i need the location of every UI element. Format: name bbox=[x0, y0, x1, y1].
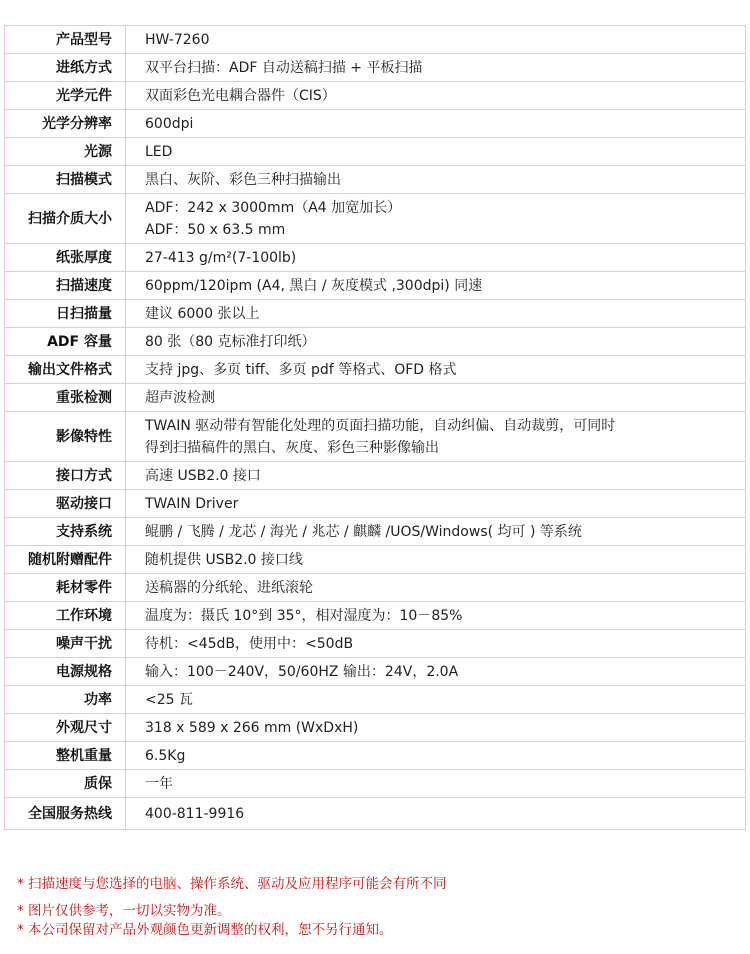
spec-value bbox=[126, 742, 746, 770]
spec-row bbox=[5, 244, 746, 272]
spec-row bbox=[5, 194, 746, 244]
spec-value bbox=[126, 770, 746, 798]
spec-value-line: 双平台扫描：ADF 自动送稿扫描 + 平板扫描 bbox=[145, 59, 423, 76]
spec-value-line: LED bbox=[145, 143, 173, 160]
spec-value bbox=[126, 194, 746, 244]
spec-value bbox=[126, 356, 746, 384]
spec-value-line: 60ppm/120ipm (A4, 黑白 / 灰度模式 ,300dpi) 同速 bbox=[145, 277, 483, 294]
spec-value-line: TWAIN Driver bbox=[145, 495, 239, 512]
spec-value-line: 一年 bbox=[145, 775, 173, 792]
spec-row bbox=[5, 462, 746, 490]
spec-row bbox=[5, 166, 746, 194]
spec-label: 纸张厚度 bbox=[5, 244, 126, 272]
spec-label: 随机附赠配件 bbox=[5, 546, 126, 574]
spec-value bbox=[126, 658, 746, 686]
footnote-image-reference: * 图片仅供参考，一切以实物为准。 bbox=[17, 903, 231, 919]
spec-row bbox=[5, 714, 746, 742]
spec-value-line: TWAIN 驱动带有智能化处理的页面扫描功能，自动纠偏、自动裁剪，可同时 bbox=[145, 417, 616, 434]
spec-row bbox=[5, 82, 746, 110]
spec-row bbox=[5, 658, 746, 686]
spec-row bbox=[5, 602, 746, 630]
spec-label: 噪声干扰 bbox=[5, 630, 126, 658]
spec-row bbox=[5, 54, 746, 82]
spec-value-line: <25 瓦 bbox=[145, 691, 193, 708]
spec-value-line: 温度为：摄氏 10°到 35°，相对湿度为：10－85% bbox=[145, 607, 463, 624]
spec-value-line: 待机：<45dB，使用中：<50dB bbox=[145, 635, 354, 652]
footnotes bbox=[17, 875, 447, 940]
spec-value bbox=[126, 602, 746, 630]
spec-value-line: HW-7260 bbox=[145, 31, 210, 48]
footnote-speed: * 扫描速度与您选择的电脑、操作系统、驱动及应用程序可能会有所不同 bbox=[17, 876, 447, 892]
spec-label: 输出文件格式 bbox=[5, 356, 126, 384]
spec-value bbox=[126, 166, 746, 194]
spec-label: 光学元件 bbox=[5, 82, 126, 110]
spec-label: 扫描介质大小 bbox=[5, 194, 126, 244]
spec-value-line: 600dpi bbox=[145, 115, 194, 132]
spec-value-line: 高速 USB2.0 接口 bbox=[145, 467, 261, 484]
spec-value bbox=[126, 518, 746, 546]
spec-row bbox=[5, 574, 746, 602]
spec-label: 接口方式 bbox=[5, 462, 126, 490]
spec-label: 影像特性 bbox=[5, 412, 126, 462]
spec-value bbox=[126, 490, 746, 518]
spec-value bbox=[126, 798, 746, 830]
spec-value-line: 双面彩色光电耦合器件（CIS） bbox=[145, 87, 336, 104]
spec-label: 产品型号 bbox=[5, 26, 126, 54]
spec-row bbox=[5, 328, 746, 356]
spec-value bbox=[126, 26, 746, 54]
spec-row bbox=[5, 518, 746, 546]
spec-value-line: 318 x 589 x 266 mm (WxDxH) bbox=[145, 719, 359, 736]
spec-label: 全国服务热线 bbox=[5, 798, 126, 830]
spec-value-line: 鲲鹏 / 飞腾 / 龙芯 / 海光 / 兆芯 / 麒麟 /UOS/Windows( 均可 ) 等系统 bbox=[145, 523, 582, 540]
spec-value bbox=[126, 574, 746, 602]
spec-value bbox=[126, 328, 746, 356]
spec-row bbox=[5, 546, 746, 574]
spec-value-line: 400-811-9916 bbox=[145, 805, 245, 822]
spec-value-line: 送稿器的分纸轮、进纸滚轮 bbox=[145, 579, 313, 596]
spec-row bbox=[5, 384, 746, 412]
spec-label: 驱动接口 bbox=[5, 490, 126, 518]
spec-value bbox=[126, 462, 746, 490]
spec-value bbox=[126, 630, 746, 658]
spec-row bbox=[5, 770, 746, 798]
spec-label: ADF 容量 bbox=[5, 328, 126, 356]
spec-label: 质保 bbox=[5, 770, 126, 798]
spec-row bbox=[5, 630, 746, 658]
spec-label: 扫描速度 bbox=[5, 272, 126, 300]
spec-value bbox=[126, 272, 746, 300]
spec-value bbox=[126, 82, 746, 110]
spec-value-line: 27-413 g/m²(7-100lb) bbox=[145, 249, 297, 266]
spec-table-body bbox=[5, 26, 746, 830]
spec-value-line: 6.5Kg bbox=[145, 747, 186, 764]
spec-value bbox=[126, 384, 746, 412]
spec-value bbox=[126, 54, 746, 82]
spec-row bbox=[5, 742, 746, 770]
spec-value bbox=[126, 546, 746, 574]
spec-row bbox=[5, 110, 746, 138]
spec-label: 日扫描量 bbox=[5, 300, 126, 328]
spec-label: 进纸方式 bbox=[5, 54, 126, 82]
spec-value-line: 支持 jpg、多页 tiff、多页 pdf 等格式、OFD 格式 bbox=[145, 361, 457, 378]
spec-value-line: 输入：100－240V，50/60HZ 输出：24V，2.0A bbox=[145, 663, 459, 680]
spec-label: 重张检测 bbox=[5, 384, 126, 412]
spec-value-line: 超声波检测 bbox=[145, 389, 215, 406]
spec-value bbox=[126, 686, 746, 714]
spec-value bbox=[126, 714, 746, 742]
spec-value-line: 随机提供 USB2.0 接口线 bbox=[145, 551, 303, 568]
spec-value bbox=[126, 138, 746, 166]
spec-row bbox=[5, 300, 746, 328]
spec-label: 光源 bbox=[5, 138, 126, 166]
spec-label: 电源规格 bbox=[5, 658, 126, 686]
spec-label: 光学分辨率 bbox=[5, 110, 126, 138]
spec-value-line: ADF：242 x 3000mm（A4 加宽加长） bbox=[145, 199, 402, 216]
footnote-rights-reserved: * 本公司保留对产品外观颜色更新调整的权利，恕不另行通知。 bbox=[17, 922, 393, 938]
spec-table bbox=[4, 25, 746, 830]
spec-value-line: 得到扫描稿件的黑白、灰度、彩色三种影像输出 bbox=[145, 439, 439, 456]
spec-row bbox=[5, 686, 746, 714]
spec-label: 功率 bbox=[5, 686, 126, 714]
spec-label: 扫描模式 bbox=[5, 166, 126, 194]
spec-label: 支持系统 bbox=[5, 518, 126, 546]
spec-value bbox=[126, 300, 746, 328]
spec-row bbox=[5, 138, 746, 166]
spec-label: 外观尺寸 bbox=[5, 714, 126, 742]
spec-row bbox=[5, 26, 746, 54]
spec-value-line: 黑白、灰阶、彩色三种扫描输出 bbox=[145, 171, 341, 188]
spec-value bbox=[126, 244, 746, 272]
spec-label: 工作环境 bbox=[5, 602, 126, 630]
spec-row bbox=[5, 412, 746, 462]
spec-row bbox=[5, 490, 746, 518]
spec-value bbox=[126, 110, 746, 138]
spec-value-line: ADF：50 x 63.5 mm bbox=[145, 221, 286, 238]
spec-label: 耗材零件 bbox=[5, 574, 126, 602]
spec-value-line: 80 张（80 克标准打印纸） bbox=[145, 333, 316, 350]
spec-value-line: 建议 6000 张以上 bbox=[145, 305, 260, 322]
spec-row bbox=[5, 798, 746, 830]
spec-value bbox=[126, 412, 746, 462]
spec-label: 整机重量 bbox=[5, 742, 126, 770]
spec-row bbox=[5, 272, 746, 300]
spec-row bbox=[5, 356, 746, 384]
